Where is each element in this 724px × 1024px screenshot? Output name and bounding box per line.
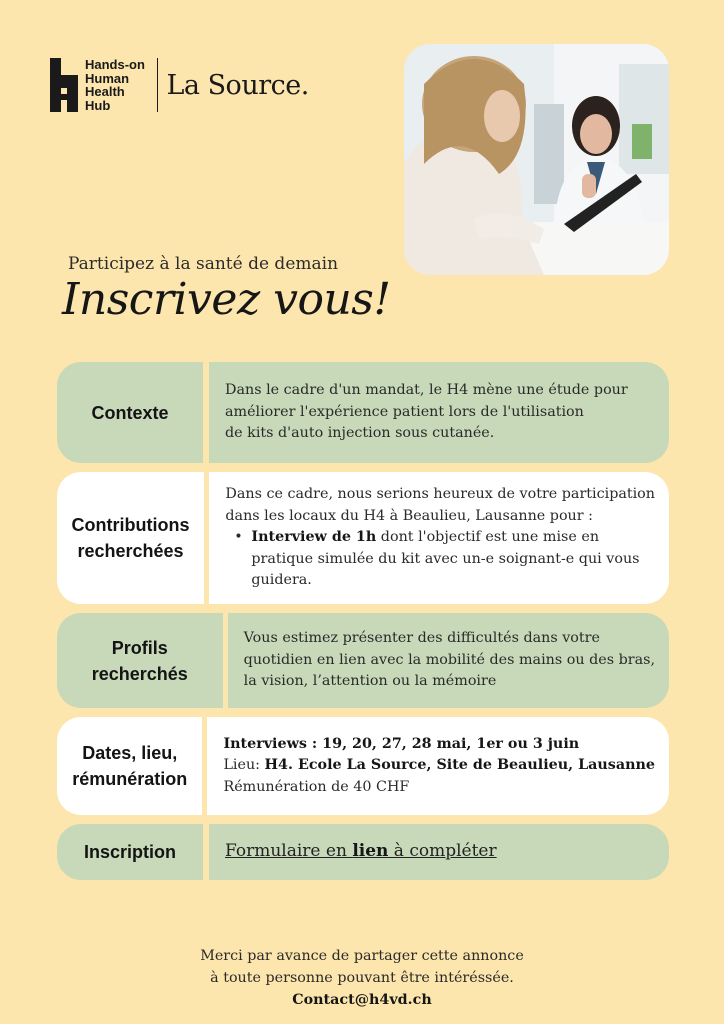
logo [50,58,309,112]
section-inscription [57,824,669,880]
footer-line: à toute personne pouvant être intéréssée. [210,970,514,986]
location-value: H4. Ecole La Source, Site de Beaulieu, Lausanne [264,757,655,774]
bullet-text: dont l'objectif est une mise en [376,529,600,546]
section-content [207,717,669,815]
section-content [228,613,669,708]
bullet-icon: • [234,529,243,546]
hub-name: Hands-on Human Health Hub [85,57,145,113]
text-line: Dans ce cadre, nous serions heureux de votre participation [225,486,655,503]
section-label: Dates, lieu, rémunération [57,717,202,815]
text-line: pratique simulée du kit avec un-e soignant-e qui vous [251,550,640,567]
location-line [223,755,655,777]
text-line: Vous estimez présenter des difficultés dans votre [243,630,600,647]
remuneration: Rémunération de 40 CHF [223,778,410,795]
tagline: Participez à la santé de demain [68,254,339,274]
section-content [209,824,669,880]
registration-form-link[interactable]: Formulaire en lien à compléter [225,841,497,862]
section-dates [57,717,669,815]
text-line: de kits d'auto injection sous cutanée. [225,425,495,442]
page-title: Inscrivez vous! [62,274,391,325]
section-label: Inscription [57,824,203,880]
location-prefix: Lieu: [223,757,265,774]
section-profils [57,613,669,708]
text-line: améliorer l'expérience patient lors de l'utilisation [225,403,584,420]
section-contributions [57,472,669,604]
doctor-patient-photo [404,44,669,275]
footer [0,945,724,1011]
text-line: la vision, l’attention ou la mémoire [243,673,497,690]
logo-divider [157,58,159,112]
interview-dates: Interviews : 19, 20, 27, 28 mai, 1er ou 3 juin [223,735,580,752]
section-contexte [57,362,669,463]
bullet-item [225,527,655,549]
bullet-bold: Interview de 1h [251,529,377,546]
section-label: Contributions recherchées [57,472,204,604]
la-source-logo: La Source. [166,69,309,101]
footer-line: Merci par avance de partager cette annonce [200,948,524,964]
section-label: Contexte [57,362,203,463]
text-line: quotidien en lien avec la mobilité des mains ou des bras, [243,651,655,668]
contact-email[interactable]: Contact@h4vd.ch [292,992,432,1008]
text-line: dans les locaux du H4 à Beaulieu, Lausanne pour : [225,507,593,524]
section-label: Profils recherchés [57,613,223,708]
text-line: Dans le cadre d'un mandat, le H4 mène une étude pour [225,382,628,399]
text-line: guidera. [251,572,312,589]
h4-logo-icon [50,58,78,112]
section-content [209,472,669,604]
section-content [209,362,669,463]
